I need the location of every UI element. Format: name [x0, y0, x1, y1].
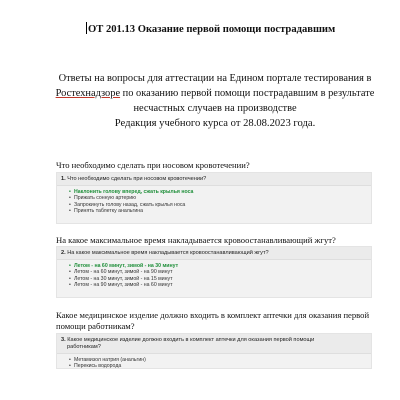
spellcheck-word: Ростехнадзоре [55, 88, 121, 99]
answer-option-correct: • Летом - на 60 минут, зимой - на 30 минут [57, 263, 371, 269]
question-heading-3: Какое медицинское изделие должно входить в комплект аптечки для оказания первой помощи работникам? [56, 310, 370, 331]
answer-list [57, 186, 371, 218]
document-title: ОТ 201.13 Оказание первой помощи пострадавшим [88, 24, 336, 35]
edition-line: Редакция учебного курса от 28.08.2023 года. [114, 118, 316, 129]
question-card-header: 3. Какое медицинское изделие должно входить в комплект аптечки для оказания первой помощи работникам? [57, 334, 371, 354]
question-heading-2: На какое максимальное время накладывается кровоостанавливающий жгут? [56, 235, 336, 245]
answer-option: • Метамизол натрия (анальгин) [57, 357, 371, 363]
text-cursor [86, 22, 87, 34]
question-card-3 [56, 333, 372, 369]
answer-option: • Перекись водорода [57, 363, 371, 369]
question-card-1 [56, 172, 372, 224]
answer-list [57, 260, 371, 292]
answer-option: • Летом - на 30 минут, зимой - на 15 минут [57, 276, 371, 282]
question-heading-1: Что необходимо сделать при носовом кровотечении? [56, 160, 250, 170]
question-card-header: 1. Что необходимо сделать при носовом кровотечении? [57, 173, 371, 186]
question-card-2 [56, 246, 372, 298]
answer-list [57, 354, 371, 369]
answer-option: • Летом - на 60 минут, зимой - на 90 минут [57, 269, 371, 275]
answer-option: • Принять таблетку анальгина [57, 208, 371, 214]
document-intro: Ответы на вопросы для аттестации на Едином портале тестирования в Ростехнадзоре по оказанию первой помощи пострадавшим в результате несчастных случаев на производстве [55, 73, 375, 114]
answer-option: • Летом - на 90 минут, зимой - на 60 минут [57, 282, 371, 288]
answer-option-correct: • Наклонить голову вперед, сжать крылья носа [57, 189, 371, 195]
question-card-header: 2. На какое максимальное время накладывается кровоостанавливающий жгут? [57, 247, 371, 260]
answer-option: • Запрокинуть голову назад, сжать крылья носа [57, 202, 371, 208]
answer-option: • Прижать сонную артерию [57, 195, 371, 201]
